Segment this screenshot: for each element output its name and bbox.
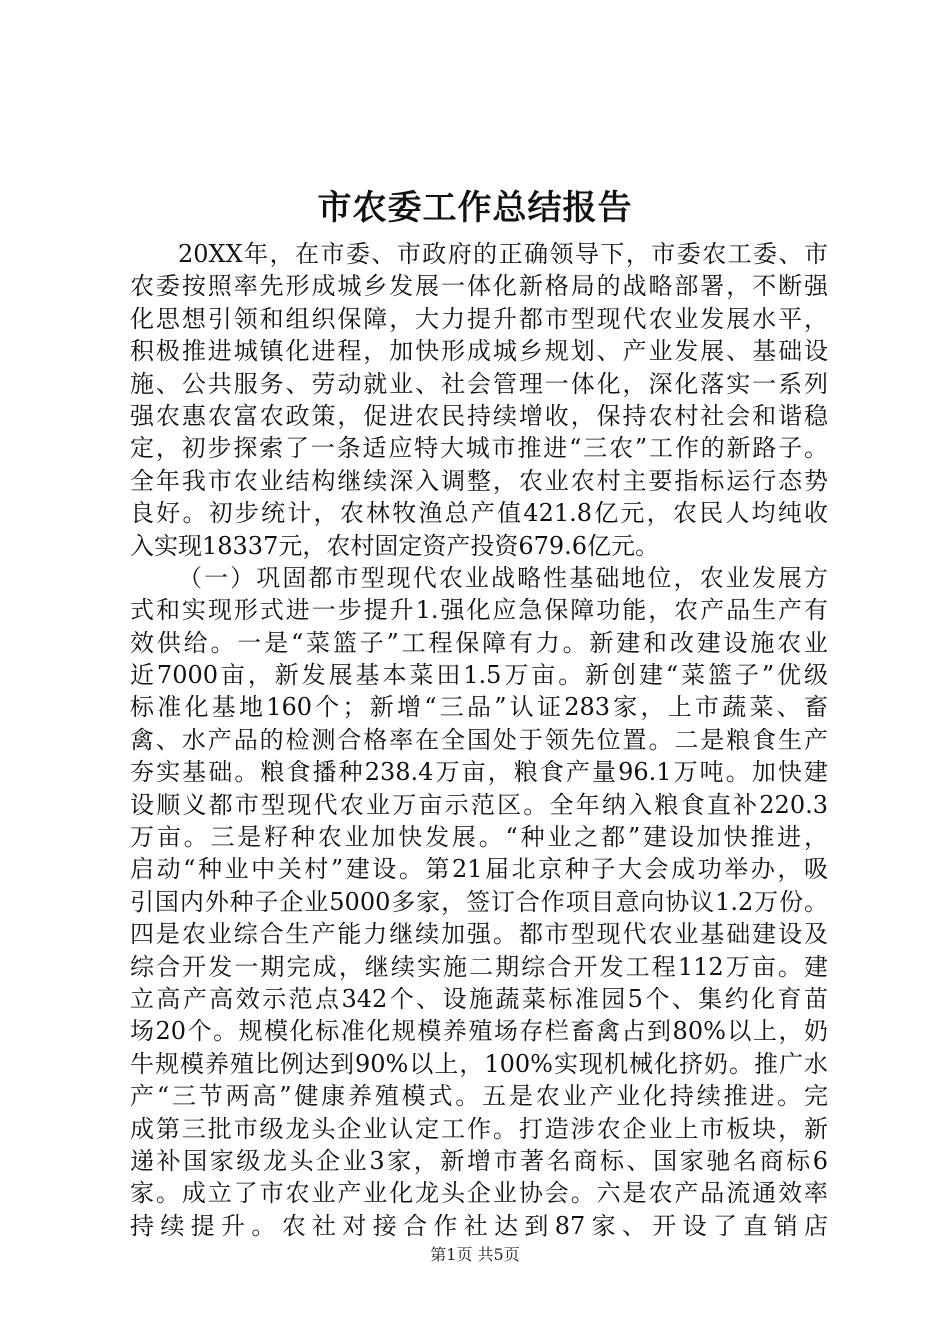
text-line: 式和实现形式进一步提升1.强化应急保障功能，农产品生产有 — [130, 596, 828, 625]
text-line: 产“三节两高”健康养殖模式。五是农业产业化持续推进。完 — [130, 1082, 828, 1111]
text-line: 持续提升。农社对接合作社达到87家、开设了直销店 — [130, 1211, 828, 1240]
text-line: 立高产高效示范点342个、设施蔬菜标准园5个、集约化育苗 — [130, 984, 828, 1013]
text-line: 综合开发一期完成，继续实施二期综合开发工程112万亩。建 — [130, 952, 828, 981]
text-line: 成第三批市级龙头企业认定工作。打造涉农企业上市板块，新 — [130, 1114, 828, 1143]
text-line: 强农惠农富农政策，促进农民持续增收，保持农村社会和谐稳 — [130, 401, 828, 430]
text-line: 夯实基础。粮食播种238.4万亩，粮食产量96.1万吨。加快建 — [130, 758, 828, 787]
text-line: 禽、水产品的检测合格率在全国处于领先位置。二是粮食生产 — [130, 725, 828, 754]
text-line: 农委按照率先形成城乡发展一体化新格局的战略部署，不断强 — [130, 272, 828, 301]
document-body — [130, 238, 828, 1242]
text-line: 引国内外种子企业5000多家，签订合作项目意向协议1.2万份。 — [130, 887, 828, 916]
text-line: 定，初步探索了一条适应特大城市推进“三农”工作的新路子。 — [130, 434, 828, 463]
text-line: 入实现18337元，农村固定资产投资679.6亿元。 — [130, 531, 660, 560]
text-line: 设顺义都市型现代农业万亩示范区。全年纳入粮食直补220.3 — [130, 790, 828, 819]
text-line: 万亩。三是籽种农业加快发展。“种业之都”建设加快推进， — [130, 823, 828, 852]
text-line: 家。成立了市农业产业化龙头企业协会。六是农产品流通效率 — [130, 1179, 828, 1208]
text-line: 递补国家级龙头企业3家，新增市著名商标、国家驰名商标6 — [130, 1146, 828, 1175]
text-line: 启动“种业中关村”建设。第21届北京种子大会成功举办，吸 — [130, 855, 828, 884]
text-line: 效供给。一是“菜篮子”工程保障有力。新建和改建设施农业 — [130, 628, 828, 657]
text-line: 积极推进城镇化进程，加快形成城乡规划、产业发展、基础设 — [130, 337, 828, 366]
text-line: 20XX年，在市委、市政府的正确领导下，市委农工委、市 — [178, 240, 828, 268]
text-line: 化思想引领和组织保障，大力提升都市型现代农业发展水平， — [130, 304, 828, 333]
text-line: 牛规模养殖比例达到90%以上，100%实现机械化挤奶。推广水 — [130, 1049, 828, 1078]
text-line: 施、公共服务、劳动就业、社会管理一体化，深化落实一系列 — [130, 369, 828, 398]
text-line: 良好。初步统计，农林牧渔总产值421.8亿元，农民人均纯收 — [130, 499, 828, 528]
text-line: 四是农业综合生产能力继续加强。都市型现代农业基础建设及 — [130, 920, 828, 949]
text-line: （一）巩固都市型现代农业战略性基础地位，农业发展方 — [178, 563, 828, 592]
text-line: 近7000亩，新发展基本菜田1.5万亩。新创建“菜篮子”优级 — [130, 661, 828, 690]
page-number-footer: 第1页 共5页 — [430, 1245, 520, 1264]
text-line: 场20个。规模化标准化规模养殖场存栏畜禽占到80%以上，奶 — [130, 1017, 828, 1046]
text-line: 标准化基地160个；新增“三品”认证283家，上市蔬菜、畜 — [130, 693, 828, 722]
page-title: 市农委工作总结报告 — [317, 188, 633, 228]
text-line: 全年我市农业结构继续深入调整，农业农村主要指标运行态势 — [130, 466, 828, 495]
